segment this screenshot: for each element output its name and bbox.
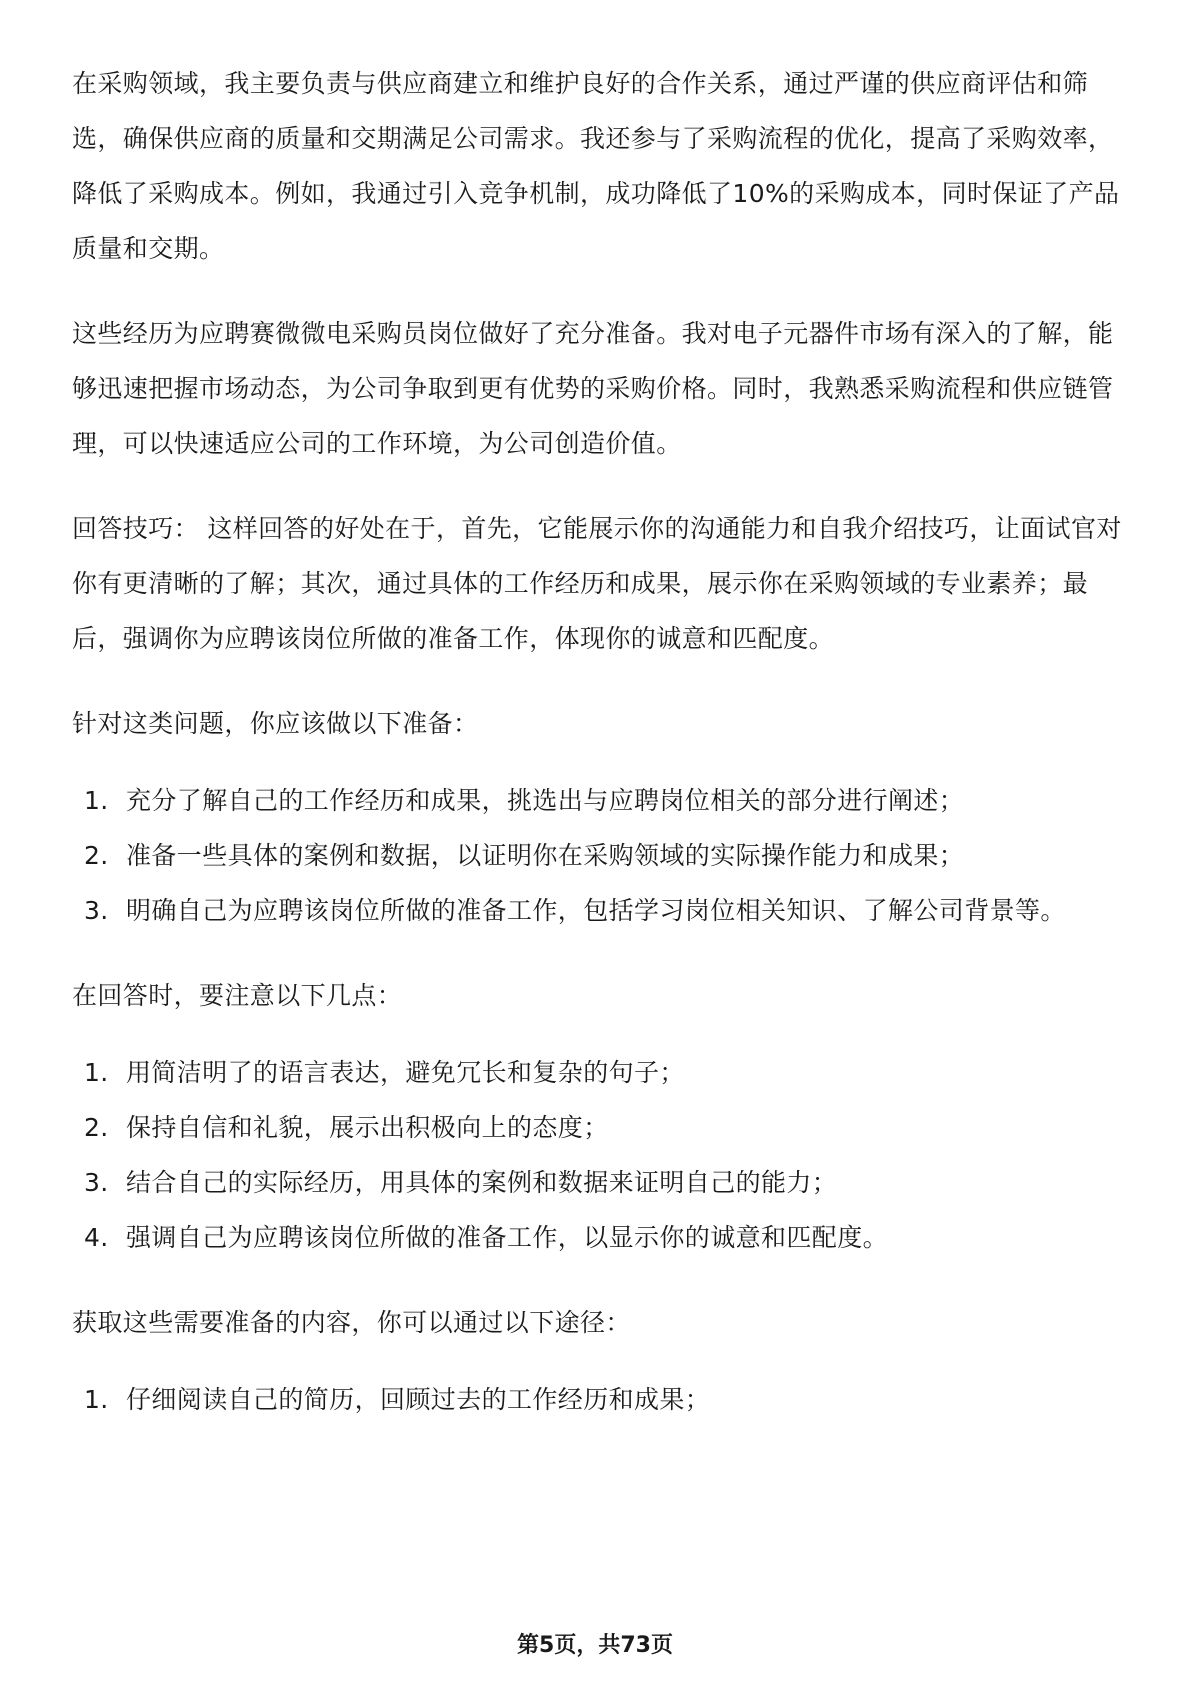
- list-item-number: 1.: [84, 1385, 109, 1414]
- notes-list: [72, 1045, 1122, 1265]
- list-item-number: 4.: [84, 1223, 109, 1252]
- list-item: [72, 1100, 1122, 1155]
- document-body: [72, 56, 1122, 1457]
- list-item-text: 准备一些具体的案例和数据，以证明你在采购领域的实际操作能力和成果；: [126, 841, 965, 870]
- list-item-number: 3.: [84, 1168, 109, 1197]
- prepare-list: [72, 773, 1122, 938]
- list-item: [72, 828, 1122, 883]
- list-item-text: 仔细阅读自己的简历，回顾过去的工作经历和成果；: [126, 1385, 711, 1414]
- list-item: [72, 1045, 1122, 1100]
- list-item-number: 3.: [84, 896, 109, 925]
- list-item-text: 明确自己为应聘该岗位所做的准备工作，包括学习岗位相关知识、了解公司背景等。: [126, 896, 1066, 925]
- paragraph-prepare-intro: 针对这类问题，你应该做以下准备：: [72, 709, 479, 738]
- list-item-number: 1.: [84, 786, 109, 815]
- list-item: [72, 773, 1122, 828]
- list-item-number: 1.: [84, 1058, 109, 1087]
- list-item: [72, 1372, 1122, 1427]
- list-item: [72, 883, 1122, 938]
- sources-list: [72, 1372, 1122, 1427]
- paragraph-notes-intro: 在回答时，要注意以下几点：: [72, 981, 403, 1010]
- list-item-number: 2.: [84, 841, 109, 870]
- page-number: 第5页，共73页: [517, 1633, 673, 1658]
- list-item-text: 结合自己的实际经历，用具体的案例和数据来证明自己的能力；: [126, 1168, 838, 1197]
- paragraph-preparation-for-role: 这些经历为应聘赛微微电采购员岗位做好了充分准备。我对电子元器件市场有深入的了解，能够迅速把握市场动态，为公司争取到更有优势的采购价格。同时，我熟悉采购流程和供应链管理，可以快速适应公司的工作环境，为公司创造价值。: [72, 319, 1114, 458]
- list-item: [72, 1155, 1122, 1210]
- paragraph-sources-intro: 获取这些需要准备的内容，你可以通过以下途径：: [72, 1308, 631, 1337]
- paragraph-procurement-experience: 在采购领域，我主要负责与供应商建立和维护良好的合作关系，通过严谨的供应商评估和筛选，确保供应商的质量和交期满足公司需求。我还参与了采购流程的优化，提高了采购效率，降低了采购成本。例如，我通过引入竞争机制，成功降低了10%的采购成本，同时保证了产品质量和交期。: [72, 69, 1120, 263]
- list-item-text: 充分了解自己的工作经历和成果，挑选出与应聘岗位相关的部分进行阐述；: [126, 786, 965, 815]
- paragraph-answer-tips: 回答技巧： 这样回答的好处在于，首先，它能展示你的沟通能力和自我介绍技巧，让面试官对你有更清晰的了解；其次，通过具体的工作经历和成果，展示你在采购领域的专业素养；最后，强调你为应聘该岗位所做的准备工作，体现你的诚意和匹配度。: [72, 514, 1122, 653]
- list-item-number: 2.: [84, 1113, 109, 1142]
- list-item-text: 强调自己为应聘该岗位所做的准备工作，以显示你的诚意和匹配度。: [126, 1223, 889, 1252]
- list-item-text: 保持自信和礼貌，展示出积极向上的态度；: [126, 1113, 609, 1142]
- list-item: [72, 1210, 1122, 1265]
- list-item-text: 用简洁明了的语言表达，避免冗长和复杂的句子；: [126, 1058, 685, 1087]
